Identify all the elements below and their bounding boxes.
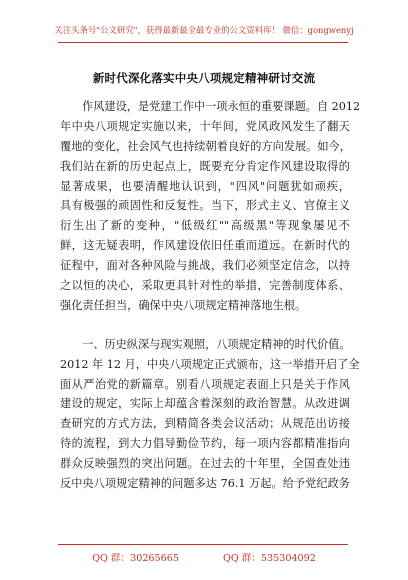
footer-qq-group-2: QQ 群：535304092 [222,553,316,564]
text-line: 查研究的方式方法，到精简各类会议活动；从规范出访接 [60,417,350,431]
paragraph-section-one [60,335,360,494]
text-line: 衍生出了新的变种，"低级红""高级黑"等现象屡见不 [60,219,350,233]
text-line: 建设的规定，实际上却蕴含着深刻的政治智慧。从改进调 [60,397,350,411]
text-line: 待的流程，到大力倡导勤俭节约，每一项内容都精准指向 [60,437,350,451]
text-line: 2012 年 12 月，中央八项规定正式颁布，这一举措开启了全 [60,357,360,371]
text-line: 覆地的变化，社会风气也持续朝着良好的方向发展。如今， [60,139,351,153]
text-line: 反中央八项规定精神的问题多达 76.1 万起。给予党纪政务 [60,477,350,491]
text-line: 我们站在新的历史起点上，既要充分肯定作风建设取得的 [60,159,350,173]
text-line: 作风建设，是党建工作中一项永恒的重要课题。自 2012 [82,100,361,113]
footer [0,550,408,564]
text-line: 年中央八项规定实施以来，十年间，党风政风发生了翻天 [60,119,350,133]
text-line: 面从严治党的新篇章。别看八项规定表面上只是关于作风 [60,377,350,391]
text-line: 之以恒的决心，采取更具针对性的举措，完善制度体系、 [60,279,350,293]
header-notice: 关注头条号"公文研究"，获得最新最全最专业的公文资料库！ 微信：gongwenyj [54,25,354,35]
text-line: 群众反映强烈的突出问题。在过去的十年里，全国查处违 [60,457,350,471]
text-line: 显著成果，也要清醒地认识到，"四风"问题犹如顽疾， [60,179,350,193]
text-line: 征程中，面对各种风险与挑战，我们必须坚定信念，以持 [60,259,350,273]
footer-divider [58,544,348,545]
header-divider [58,42,348,43]
document-body [60,97,361,494]
section-heading-line: 一、历史纵深与现实观照，八项规定精神的时代价值。 [82,337,351,351]
document-title: 新时代深化落实中央八项规定精神研讨交流 [92,71,316,85]
text-line: 强化责任担当，确保中央八项规定精神落地生根。 [60,298,307,312]
paragraph-spacer [60,316,350,335]
text-line: 鲜，这无疑表明，作风建设依旧任重而道远。在新时代的 [60,239,350,253]
footer-qq-group-1: QQ 群：30265665 [92,553,179,564]
text-line: 具有极强的顽固性和反复性。当下，形式主义、官僚主义 [60,199,350,213]
paragraph-intro [60,97,361,316]
